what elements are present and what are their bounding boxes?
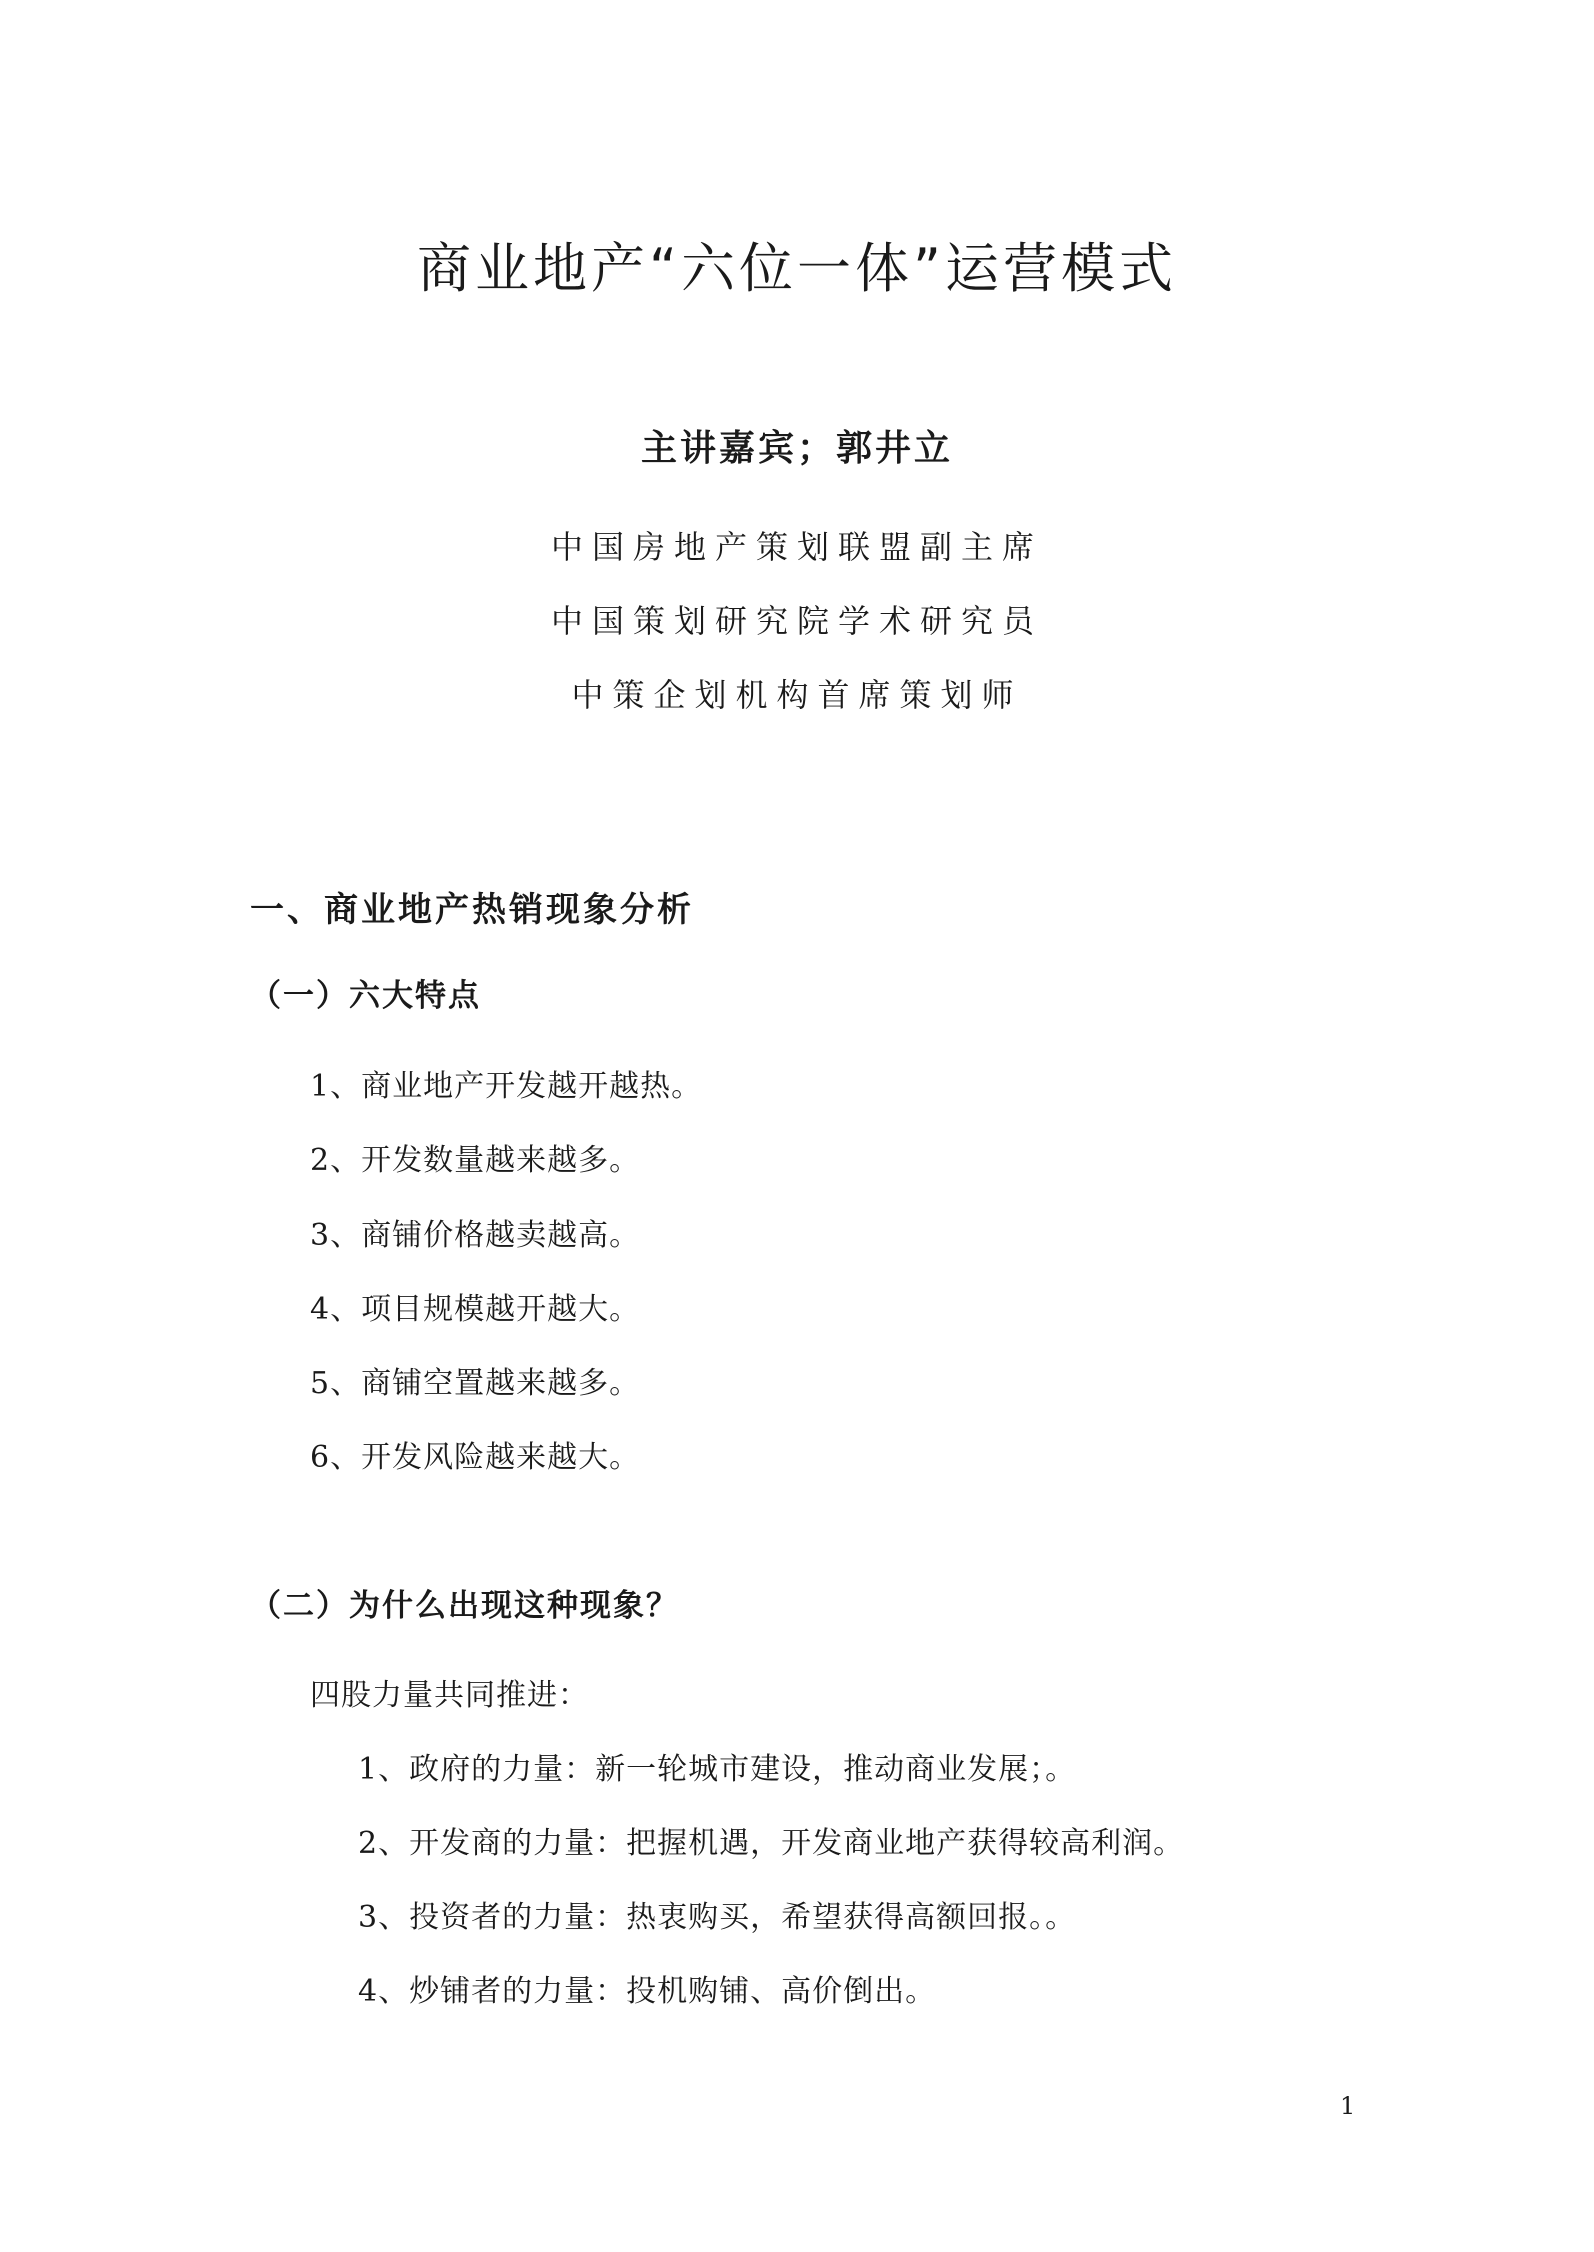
feature-item: 6、开发风险越来越大。	[310, 1440, 641, 1475]
credential-1: 中国房地产策划联盟副主席	[550, 528, 1043, 566]
credential-3: 中策企划机构首席策划师	[571, 676, 1023, 714]
section-heading: 一、商业地产热销现象分析	[250, 890, 694, 930]
speaker-line: 主讲嘉宾；郭井立	[640, 428, 953, 469]
force-item: 3、投资者的力量：热衷购买，希望获得高额回报。。	[358, 1900, 1077, 1935]
feature-item: 5、商铺空置越来越多。	[310, 1366, 641, 1401]
feature-item: 1、商业地产开发越开越热。	[310, 1069, 703, 1104]
feature-item: 2、开发数量越来越多。	[310, 1143, 641, 1178]
subsection-heading-reasons: （二）为什么出现这种现象？	[250, 1588, 679, 1624]
forces-lead: 四股力量共同推进：	[310, 1678, 589, 1713]
subsection-heading-features: （一）六大特点	[250, 978, 481, 1014]
credential-2: 中国策划研究院学术研究员	[550, 602, 1043, 640]
force-item: 1、政府的力量：新一轮城市建设，推动商业发展；。	[358, 1752, 1077, 1787]
force-item: 4、炒铺者的力量：投机购铺、高价倒出。	[358, 1974, 937, 2009]
feature-item: 4、项目规模越开越大。	[310, 1292, 641, 1327]
page-number: 1	[1340, 2092, 1356, 2120]
feature-item: 3、商铺价格越卖越高。	[310, 1218, 641, 1253]
document-title: 商业地产“六位一体”运营模式	[417, 237, 1177, 300]
force-item: 2、开发商的力量：把握机遇，开发商业地产获得较高利润。	[358, 1826, 1185, 1861]
